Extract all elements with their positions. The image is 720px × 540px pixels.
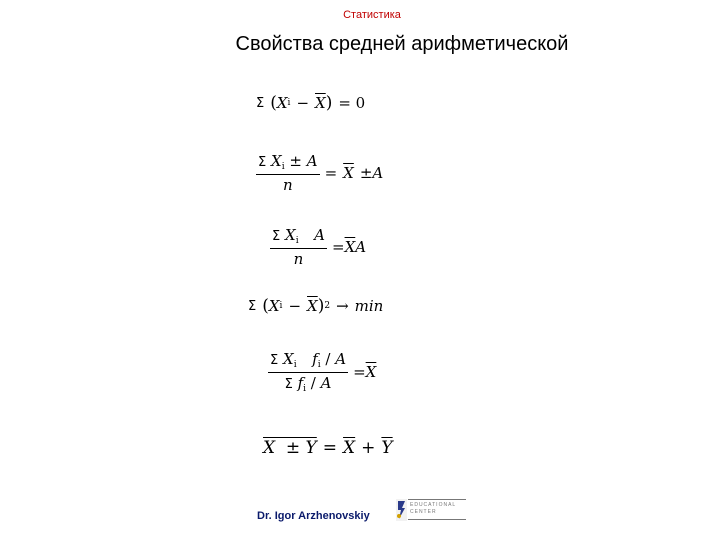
- equals-zero: = 0: [338, 94, 366, 112]
- numerator: [268, 350, 348, 373]
- numerator: [256, 152, 320, 175]
- x-variable: X: [268, 297, 280, 315]
- formula-weighted-mean: [268, 350, 376, 394]
- subject-header: Статистика: [343, 9, 401, 21]
- equals-sign: =: [324, 164, 338, 182]
- index-i: i: [281, 162, 285, 172]
- sigma-symbol: Σ: [270, 353, 279, 368]
- formula-sum-of-means: [263, 438, 393, 458]
- sigma-symbol: Σ: [258, 155, 267, 170]
- numerator: [270, 226, 327, 249]
- x-mean: $\overline{X}$: [365, 363, 377, 381]
- educational-center-logo: [396, 497, 468, 523]
- weight-f: f: [297, 374, 304, 392]
- equals-sign: =: [322, 438, 338, 458]
- paren-left: (: [262, 296, 269, 316]
- fraction: [268, 350, 348, 394]
- x-variable: X: [271, 152, 282, 170]
- index-i: i: [295, 236, 299, 246]
- constant-a: A: [355, 238, 367, 256]
- slide-title: Свойства средней арифметической: [235, 33, 569, 55]
- x-mean: $\overline{X}$: [315, 94, 326, 112]
- denominator-n: n: [282, 176, 293, 194]
- sigma-symbol: Σ: [256, 95, 265, 111]
- plus-minus-sign: ±: [289, 152, 302, 170]
- sigma-symbol: Σ: [248, 298, 257, 314]
- divide-sign: /: [310, 374, 316, 392]
- plus-sign: +: [361, 438, 376, 458]
- paren-left: (: [270, 93, 277, 113]
- constant-a: A: [372, 164, 384, 182]
- formula-squared-deviation: [248, 296, 383, 316]
- arrow-icon: →: [336, 297, 349, 315]
- x-variable: X: [285, 226, 296, 244]
- equals-sign: =: [353, 363, 366, 381]
- x-mean: $\overline{X}$: [343, 438, 356, 458]
- x-mean: $\overline{X}$: [307, 297, 318, 315]
- x-variable: X: [283, 350, 294, 368]
- paren-right: ): [325, 93, 333, 113]
- plus-minus-sign: ±: [359, 164, 373, 182]
- constant-a: A: [314, 226, 325, 244]
- combined-mean: X ± Y: [263, 438, 317, 458]
- index-i: i: [293, 360, 297, 370]
- author-name: Dr. Igor Arzhenovskiy: [257, 510, 370, 522]
- x-variable: X: [276, 94, 288, 112]
- fraction: [270, 226, 327, 268]
- logo-mark-icon: [396, 499, 407, 521]
- y-mean: $\overline{Y}$: [381, 438, 393, 458]
- min-label: min: [354, 297, 384, 315]
- logo-text: EDUCATIONAL CENTER: [410, 502, 457, 515]
- denominator: [285, 373, 332, 394]
- formula-deviation-sum: [256, 93, 365, 113]
- index-i: i: [303, 384, 307, 394]
- formula-add-constant: [256, 152, 383, 194]
- index-i: i: [317, 360, 321, 370]
- weight-f: f: [312, 350, 318, 368]
- minus-sign: −: [288, 297, 302, 315]
- sigma-symbol: Σ: [284, 377, 293, 392]
- fraction: [256, 152, 320, 194]
- formula-multiply-constant: [270, 226, 366, 268]
- x-mean: $\overline{X}$: [344, 238, 356, 256]
- constant-a: A: [320, 374, 332, 392]
- exponent-2: 2: [324, 301, 331, 311]
- equals-sign: =: [331, 238, 345, 256]
- paren-right: ): [317, 296, 325, 316]
- constant-a: A: [335, 350, 347, 368]
- minus-sign: −: [296, 94, 310, 112]
- constant-a: A: [306, 152, 318, 170]
- x-mean: $\overline{X}$: [343, 164, 354, 182]
- sigma-symbol: Σ: [272, 229, 281, 244]
- divide-sign: /: [325, 350, 331, 368]
- denominator-n: n: [293, 250, 304, 268]
- index-i: i: [287, 98, 291, 108]
- index-i: i: [279, 301, 283, 311]
